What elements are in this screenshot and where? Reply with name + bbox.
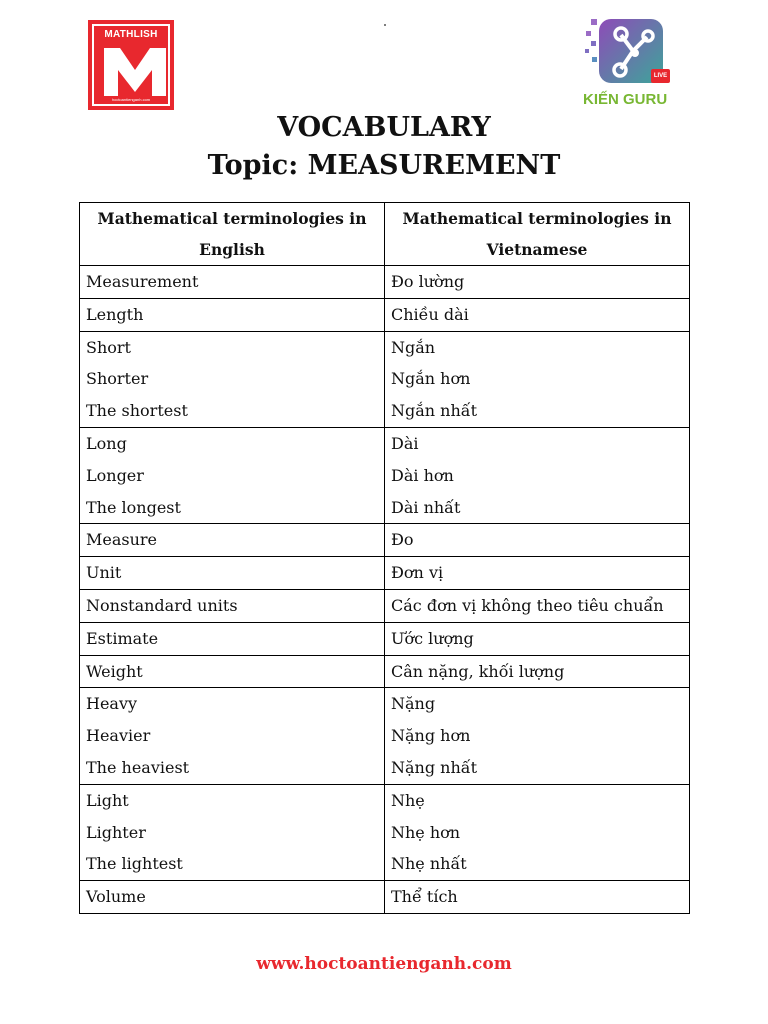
vietnamese-term-cell	[385, 557, 690, 590]
vietnamese-term-cell	[385, 688, 690, 784]
vietnamese-term-cell	[385, 784, 690, 880]
english-term: The shortest	[86, 401, 188, 421]
english-term-cell	[80, 655, 385, 688]
table-row	[80, 881, 690, 914]
vietnamese-term-cell	[385, 524, 690, 557]
english-term: Longer	[86, 465, 144, 485]
english-term-cell	[80, 524, 385, 557]
mathlish-logo	[88, 20, 174, 110]
table-row	[80, 622, 690, 655]
english-term: Shorter	[86, 369, 149, 389]
kien-guru-name: KIẾN GURU	[583, 91, 668, 108]
table-row	[80, 655, 690, 688]
vietnamese-term: Các đơn vị không theo tiêu chuẩn	[391, 595, 664, 615]
kien-guru-logo	[583, 17, 679, 112]
vietnamese-term: Cân nặng, khối lượng	[391, 661, 565, 681]
english-term: Estimate	[86, 628, 159, 648]
vietnamese-term: Đo lường	[391, 272, 465, 291]
table-row	[80, 266, 690, 299]
vocabulary-table-body	[80, 266, 690, 914]
table-row	[80, 688, 690, 784]
page-title: VOCABULARY	[277, 112, 491, 143]
english-term: Nonstandard units	[86, 595, 238, 615]
english-term: Length	[86, 304, 144, 324]
vietnamese-term: Nặng nhất	[391, 757, 478, 777]
footer-website: www.hoctoantienganh.com	[256, 954, 512, 974]
vietnamese-term: Dài hơn	[391, 465, 454, 485]
vietnamese-term: Thể tích	[391, 887, 458, 907]
vocabulary-table	[79, 202, 690, 914]
live-badge: LIVE	[651, 69, 670, 83]
english-term: Heavy	[86, 694, 138, 714]
vietnamese-term-cell	[385, 622, 690, 655]
vietnamese-term-cell	[385, 331, 690, 427]
english-term-cell	[80, 881, 385, 914]
english-term-cell	[80, 266, 385, 299]
english-term: Lighter	[86, 822, 146, 842]
top-dot	[384, 24, 386, 26]
english-term: Measurement	[86, 272, 199, 291]
vietnamese-term: Ước lượng	[391, 628, 474, 648]
table-row	[80, 331, 690, 427]
page-subtitle: Topic: MEASUREMENT	[207, 150, 561, 181]
english-term-cell	[80, 784, 385, 880]
mathlish-logo-word: MATHLISH	[104, 29, 158, 40]
vietnamese-term: Nặng hơn	[391, 726, 471, 746]
english-term: Unit	[86, 563, 122, 583]
vietnamese-term-cell	[385, 655, 690, 688]
english-term: Light	[86, 790, 129, 810]
english-term-cell	[80, 298, 385, 331]
english-term: Measure	[86, 530, 158, 550]
vietnamese-term: Đo	[391, 530, 414, 550]
vietnamese-term: Dài nhất	[391, 497, 461, 517]
vietnamese-term-cell	[385, 881, 690, 914]
header-english: Mathematical terminologies in English	[80, 203, 385, 266]
m-letter-icon	[102, 44, 168, 100]
header-vietnamese: Mathematical terminologies in Vietnamese	[385, 203, 690, 266]
table-row	[80, 298, 690, 331]
english-term: Short	[86, 337, 131, 357]
vietnamese-term: Nhẹ hơn	[391, 822, 461, 842]
table-row	[80, 427, 690, 523]
english-term: The lightest	[86, 854, 183, 874]
english-term-cell	[80, 589, 385, 622]
vietnamese-term: Ngắn	[391, 337, 436, 357]
english-term-cell	[80, 331, 385, 427]
vietnamese-term: Chiều dài	[391, 304, 469, 324]
english-term-cell	[80, 557, 385, 590]
vietnamese-term: Dài	[391, 433, 419, 453]
vietnamese-term: Ngắn nhất	[391, 401, 478, 421]
table-header-row	[80, 203, 690, 266]
vietnamese-term: Nhẹ nhất	[391, 854, 467, 874]
english-term: The heaviest	[86, 757, 190, 777]
english-term: Long	[86, 433, 127, 453]
vietnamese-term-cell	[385, 298, 690, 331]
table-row	[80, 589, 690, 622]
vietnamese-term-cell	[385, 427, 690, 523]
vietnamese-term: Đơn vị	[391, 563, 444, 583]
vietnamese-term-cell	[385, 589, 690, 622]
vietnamese-term: Nhẹ	[391, 790, 425, 810]
english-term: Weight	[86, 661, 143, 681]
english-term-cell	[80, 688, 385, 784]
vietnamese-term: Ngắn hơn	[391, 369, 471, 389]
english-term: Volume	[86, 887, 146, 907]
english-term-cell	[80, 427, 385, 523]
table-row	[80, 524, 690, 557]
english-term: Heavier	[86, 726, 151, 746]
english-term-cell	[80, 622, 385, 655]
vietnamese-term-cell	[385, 266, 690, 299]
table-row	[80, 784, 690, 880]
mathlish-logo-url: hoctoantienganh.com	[111, 97, 151, 102]
table-row	[80, 557, 690, 590]
vietnamese-term: Nặng	[391, 694, 436, 714]
english-term: The longest	[86, 497, 181, 517]
